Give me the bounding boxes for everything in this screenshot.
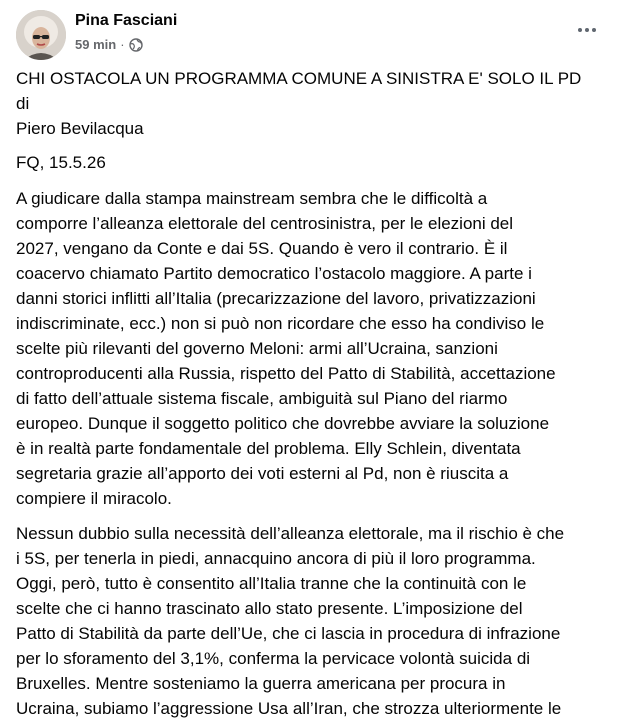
- title-line: Piero Bevilacqua: [16, 119, 144, 138]
- meta-separator: ·: [120, 37, 125, 52]
- paragraph-line: danni storici inflitti all’Italia (precarizzazione del lavoro, privatizzazioni: [16, 289, 536, 308]
- paragraph-line: di fatto dell’attuale sistema fiscale, ambiguità sul Piano del riarmo: [16, 389, 508, 408]
- paragraph-line: i 5S, per tenerla in piedi, annacquino ancora di più il loro programma.: [16, 549, 536, 568]
- paragraph-line: A giudicare dalla stampa mainstream sembra che le difficoltà a: [16, 189, 488, 208]
- paragraph-line: comporre l’alleanza elettorale del centrosinistra, per le elezioni del: [16, 214, 514, 233]
- paragraph-line: è in realtà parte fondamentale del problema. Elly Schlein, diventata: [16, 439, 521, 458]
- post-header: [16, 10, 609, 60]
- paragraph-line: controproducenti alla Russia, rispetto del Patto di Stabilità, accettazione: [16, 364, 556, 383]
- post-dateline: [16, 150, 106, 175]
- title-line: CHI OSTACOLA UN PROGRAMMA COMUNE A SINISTRA E' SOLO IL PD: [16, 69, 582, 88]
- post-title: [16, 66, 581, 141]
- paragraph-line: coacervo chiamato Partito democratico l’ostacolo maggiore. A parte i: [16, 264, 532, 283]
- author-name[interactable]: Pina Fasciani: [75, 12, 178, 29]
- paragraph-line: Patto di Stabilità da parte dell’Ue, che ci lascia in procedura di infrazione: [16, 624, 561, 643]
- paragraph-line: europeo. Dunque il soggetto politico che dovrebbe avviare la soluzione: [16, 414, 550, 433]
- post-meta: [75, 37, 143, 52]
- paragraph-2: [16, 521, 564, 721]
- paragraph-line: Oggi, però, tutto è consentito all’Italia tranne che la continuità con le: [16, 574, 527, 593]
- paragraph-line: Ucraina, subiamo l’aggressione Usa all’Iran, che strozza ulteriormente le: [16, 699, 562, 718]
- paragraph-line: per lo sforamento del 3,1%, conferma la pervicace volontà suicida di: [16, 649, 531, 668]
- post-time[interactable]: 59 min: [75, 37, 117, 52]
- avatar[interactable]: [16, 10, 66, 60]
- more-horizontal-icon: [578, 28, 582, 32]
- paragraph-1: [16, 186, 556, 511]
- paragraph-line: indiscriminate, ecc.) non si può non ricordare che esso ha condiviso le: [16, 314, 545, 333]
- paragraph-line: 2027, vengano da Conte e dai 5S. Quando è vero il contrario. È il: [16, 239, 508, 258]
- title-line: di: [16, 94, 30, 113]
- paragraph-line: segretaria grazie all’apporto dei voti esterni al Pd, non è riuscita a: [16, 464, 509, 483]
- avatar-photo: [16, 10, 66, 60]
- paragraph-line: scelte più rilevanti del governo Meloni: armi all’Ucraina, sanzioni: [16, 339, 498, 358]
- paragraph-line: Bruxelles. Mentre sosteniamo la guerra americana per procura in: [16, 674, 506, 693]
- globe-icon[interactable]: [129, 38, 143, 52]
- paragraph-line: compiere il miracolo.: [16, 489, 172, 508]
- dateline-text: FQ, 15.5.26: [16, 153, 106, 172]
- paragraph-line: Nessun dubbio sulla necessità dell’alleanza elettorale, ma il rischio è che: [16, 524, 565, 543]
- paragraph-line: scelte che ci hanno trascinato allo stato presente. L’imposizione del: [16, 599, 523, 618]
- more-options-button[interactable]: [571, 18, 603, 42]
